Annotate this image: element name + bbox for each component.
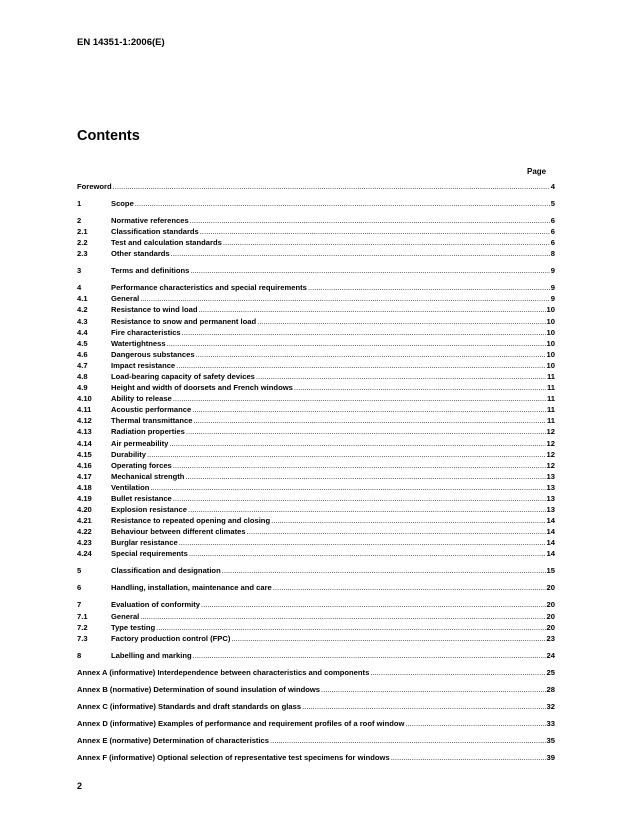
toc-entry[interactable] [77, 237, 555, 248]
toc-entry-title: Explosion resistance [111, 505, 187, 515]
toc-entry-title: Factory production control (FPC) [111, 633, 231, 643]
toc-entry[interactable] [77, 752, 555, 763]
toc-entry-page: 9 [550, 266, 555, 276]
dot-leader [176, 360, 545, 371]
toc-entry-page: 12 [546, 427, 555, 437]
toc-entry-title: Resistance to snow and permanent load [111, 316, 257, 326]
dot-leader [257, 316, 545, 327]
toc-entry-number: 4 [77, 283, 82, 293]
toc-entry-title: Annex F (informative) Optional selection of representative test specimens for windows [77, 752, 390, 762]
toc-entry[interactable] [77, 181, 555, 192]
toc-entry[interactable] [77, 611, 555, 622]
toc-entry-number: 4.22 [77, 527, 92, 537]
dot-leader [302, 701, 545, 712]
toc-entry[interactable] [77, 282, 555, 293]
toc-entry-number: 5 [77, 566, 82, 576]
dot-leader [391, 752, 546, 763]
toc-entry[interactable] [77, 382, 555, 393]
toc-entry[interactable] [77, 293, 555, 304]
dot-leader [196, 349, 546, 360]
toc-entry-number: 4.20 [77, 505, 92, 515]
toc-entry-page: 12 [546, 449, 555, 459]
page-title: Contents [77, 128, 140, 144]
dot-leader [156, 622, 545, 633]
dot-leader [173, 493, 546, 504]
toc-entry-number: 4.15 [77, 449, 92, 459]
toc-entry-number: 2 [77, 215, 82, 225]
toc-entry-title: Normative references [111, 215, 189, 225]
toc-entry-title: Acoustic performance [111, 405, 192, 415]
toc-entry-page: 11 [546, 371, 555, 381]
toc-entry-title: Mechanical strength [111, 471, 185, 481]
toc-entry-title: Dangerous substances [111, 349, 195, 359]
toc-entry[interactable] [77, 449, 555, 460]
toc-entry[interactable] [77, 438, 555, 449]
toc-entry-page: 13 [546, 494, 555, 503]
toc-entry-number: 4.5 [77, 338, 88, 348]
dot-leader [231, 633, 545, 644]
toc-entry[interactable] [77, 327, 555, 338]
toc-entry-page: 10 [546, 305, 555, 315]
dot-leader [147, 449, 546, 460]
toc-entry[interactable] [77, 493, 555, 504]
dot-leader [150, 482, 545, 493]
dot-leader [256, 371, 546, 382]
toc-entry-title: Radiation properties [111, 427, 185, 437]
dot-leader [185, 471, 545, 482]
dot-leader [171, 248, 550, 259]
toc-entry[interactable] [77, 226, 555, 237]
dot-leader [173, 460, 546, 471]
toc-entry-title: Bullet resistance [111, 494, 172, 503]
toc-entry-number: 4.21 [77, 516, 92, 526]
toc-entry-number: 4.16 [77, 460, 92, 470]
toc-entry-title: Air permeability [111, 438, 169, 448]
toc-entry-page: 14 [546, 538, 555, 548]
dot-leader [167, 338, 546, 349]
toc-entry-title: Evaluation of conformity [111, 600, 201, 610]
toc-entry[interactable] [77, 404, 555, 415]
toc-entry-page: 6 [550, 227, 555, 237]
toc-entry[interactable] [77, 582, 555, 593]
page-column-label: Page [527, 167, 547, 176]
toc-entry-number: 4.3 [77, 316, 88, 326]
toc-entry[interactable] [77, 650, 555, 661]
toc-entry-page: 10 [546, 316, 555, 326]
toc-entry[interactable] [77, 667, 555, 678]
toc-entry[interactable] [77, 633, 555, 644]
toc-entry-number: 7.2 [77, 622, 88, 632]
dot-leader [270, 735, 546, 746]
toc-entry-page: 23 [546, 633, 555, 643]
toc-entry-number: 4.1 [77, 294, 88, 304]
toc-entry[interactable] [77, 504, 555, 515]
toc-entry-page: 24 [546, 650, 555, 660]
toc-entry-page: 28 [546, 684, 555, 694]
dot-leader [271, 515, 545, 526]
toc-entry-title: Resistance to repeated opening and closing [111, 516, 271, 526]
toc-entry-number: 4.19 [77, 494, 92, 503]
toc-entry-title: Height and width of doorsets and French windows [111, 383, 293, 393]
toc-entry[interactable] [77, 215, 555, 226]
toc-entry-page: 25 [546, 667, 555, 677]
toc-entry-page: 6 [550, 215, 555, 225]
toc-entry[interactable] [77, 426, 555, 437]
toc-entry-title: General [111, 294, 140, 304]
toc-entry-number: 7.1 [77, 611, 88, 621]
toc-entry-number: 4.10 [77, 394, 92, 404]
toc-entry-title: Performance characteristics and special requirements [111, 283, 307, 293]
toc-entry[interactable] [77, 338, 555, 349]
dot-leader [190, 265, 549, 276]
toc-entry-number: 4.17 [77, 471, 92, 481]
toc-entry-number: 2.1 [77, 227, 88, 237]
toc-entry[interactable] [77, 304, 555, 315]
toc-entry-number: 4.11 [77, 405, 92, 415]
toc-entry-page: 20 [546, 600, 555, 610]
toc-entry-title: Labelling and marking [111, 650, 192, 660]
toc-entry-title: Ability to release [111, 394, 172, 404]
toc-entry-number: 4.23 [77, 538, 92, 548]
dot-leader [222, 565, 546, 576]
dot-leader [113, 181, 550, 192]
toc-entry[interactable] [77, 198, 555, 209]
toc-entry-title: Annex D (informative) Examples of performance and requirement profiles of a roof window [77, 718, 405, 728]
toc-entry-title: Terms and definitions [111, 266, 190, 276]
toc-entry[interactable] [77, 265, 555, 276]
toc-entry-page: 10 [546, 327, 555, 337]
dot-leader [182, 327, 546, 338]
toc-entry-number: 4.14 [77, 438, 92, 448]
dot-leader [169, 438, 545, 449]
toc-entry[interactable] [77, 565, 555, 576]
toc-entry[interactable] [77, 684, 555, 695]
toc-entry[interactable] [77, 622, 555, 633]
toc-entry-page: 11 [546, 394, 555, 404]
dot-leader [193, 650, 546, 661]
toc-entry-page: 12 [546, 438, 555, 448]
toc-entry-page: 13 [546, 471, 555, 481]
toc-entry-number: 4.7 [77, 360, 88, 370]
toc-entry-page: 32 [546, 701, 555, 711]
toc-entry-page: 5 [550, 198, 555, 208]
toc-entry-title: Classification and designation [111, 566, 221, 576]
toc-entry-number: 7.3 [77, 633, 88, 643]
toc-entry[interactable] [77, 482, 555, 493]
toc-entry-page: 6 [550, 238, 555, 248]
toc-entry[interactable] [77, 316, 555, 327]
toc-entry-title: Scope [111, 198, 134, 208]
toc-entry-page: 15 [546, 566, 555, 576]
toc-entry-page: 14 [546, 527, 555, 537]
dot-leader [405, 718, 545, 729]
toc-entry-page: 12 [546, 460, 555, 470]
toc-entry[interactable] [77, 371, 555, 382]
toc-entry-page: 4 [550, 182, 555, 191]
toc-entry-page: 14 [546, 516, 555, 526]
toc-entry-number: 4.13 [77, 427, 92, 437]
dot-leader [370, 667, 545, 678]
toc-entry-title: Fire characteristics [111, 327, 181, 337]
toc-entry-title: Handling, installation, maintenance and care [111, 583, 272, 593]
toc-entry-page: 8 [550, 249, 555, 259]
dot-leader [186, 426, 546, 437]
toc-entry-title: Operating forces [111, 460, 172, 470]
toc-entry[interactable] [77, 718, 555, 729]
toc-entry-page: 9 [550, 283, 555, 293]
toc-entry-title: Behaviour between different climates [111, 527, 246, 537]
dot-leader [192, 404, 546, 415]
toc-entry[interactable] [77, 248, 555, 259]
toc-entry-title: Foreword [77, 182, 112, 191]
toc-entry-title: Durability [111, 449, 147, 459]
toc-entry-page: 13 [546, 482, 555, 492]
table-of-contents [77, 181, 555, 763]
toc-entry[interactable] [77, 537, 555, 548]
document-id: EN 14351-1:2006(E) [77, 37, 165, 48]
toc-entry-page: 10 [546, 338, 555, 348]
toc-entry-page: 9 [550, 294, 555, 304]
toc-entry-title: Annex E (normative) Determination of characteristics [77, 735, 270, 745]
dot-leader [189, 548, 546, 559]
toc-entry-page: 10 [546, 349, 555, 359]
dot-leader [140, 611, 545, 622]
dot-leader [193, 415, 546, 426]
dot-leader [200, 226, 550, 237]
dot-leader [173, 393, 546, 404]
toc-entry-title: Ventilation [111, 482, 150, 492]
toc-entry-page: 11 [546, 416, 555, 426]
toc-entry-number: 4.6 [77, 349, 88, 359]
toc-entry[interactable] [77, 701, 555, 712]
toc-entry-title: Burglar resistance [111, 538, 178, 548]
toc-entry-number: 8 [77, 650, 82, 660]
toc-entry-number: 4.18 [77, 482, 92, 492]
toc-entry-number: 4.4 [77, 327, 88, 337]
toc-entry-title: Resistance to wind load [111, 305, 198, 315]
toc-entry-page: 14 [546, 549, 555, 559]
toc-entry-number: 1 [77, 198, 82, 208]
toc-entry[interactable] [77, 349, 555, 360]
dot-leader [140, 293, 549, 304]
toc-entry-title: Watertightness [111, 338, 166, 348]
toc-entry-page: 33 [546, 718, 555, 728]
dot-leader [223, 237, 550, 248]
dot-leader [247, 526, 546, 537]
dot-leader [308, 282, 550, 293]
toc-entry[interactable] [77, 599, 555, 610]
toc-entry-page: 20 [546, 583, 555, 593]
dot-leader [188, 504, 546, 515]
toc-entry-title: Thermal transmittance [111, 416, 193, 426]
toc-entry-page: 11 [546, 383, 555, 393]
toc-entry-title: Classification standards [111, 227, 199, 237]
toc-entry-title: Annex C (informative) Standards and draft standards on glass [77, 701, 302, 711]
toc-entry[interactable] [77, 515, 555, 526]
toc-entry-title: Load-bearing capacity of safety devices [111, 371, 255, 381]
toc-entry-title: Special requirements [111, 549, 188, 559]
dot-leader [190, 215, 550, 226]
toc-entry-page: 39 [546, 752, 555, 762]
toc-entry-number: 6 [77, 583, 82, 593]
dot-leader [135, 198, 550, 209]
dot-leader [273, 582, 546, 593]
footer-page-number: 2 [77, 781, 83, 791]
toc-entry-number: 7 [77, 600, 82, 610]
toc-entry-number: 4.2 [77, 305, 88, 315]
toc-entry-title: General [111, 611, 140, 621]
toc-entry-title: Annex B (normative) Determination of sound insulation of windows [77, 684, 321, 694]
toc-entry-page: 13 [546, 505, 555, 515]
toc-entry-title: Test and calculation standards [111, 238, 222, 248]
toc-entry-number: 4.8 [77, 371, 88, 381]
toc-entry-title: Annex A (informative) Interdependence between characteristics and components [77, 667, 370, 677]
toc-entry-number: 4.24 [77, 549, 92, 559]
dot-leader [321, 684, 546, 695]
toc-entry[interactable] [77, 471, 555, 482]
toc-entry-page: 11 [546, 405, 555, 415]
toc-entry-number: 2.3 [77, 249, 88, 259]
dot-leader [294, 382, 546, 393]
toc-entry[interactable] [77, 460, 555, 471]
toc-entry[interactable] [77, 415, 555, 426]
toc-entry[interactable] [77, 393, 555, 404]
toc-entry[interactable] [77, 360, 555, 371]
toc-entry-title: Other standards [111, 249, 170, 259]
dot-leader [199, 304, 546, 315]
dot-leader [179, 537, 546, 548]
toc-entry-number: 4.9 [77, 383, 88, 393]
toc-entry[interactable] [77, 526, 555, 537]
toc-entry-page: 35 [546, 735, 555, 745]
dot-leader [201, 599, 546, 610]
toc-entry-page: 20 [546, 611, 555, 621]
toc-entry-title: Impact resistance [111, 360, 176, 370]
toc-entry[interactable] [77, 548, 555, 559]
toc-entry-number: 3 [77, 266, 82, 276]
toc-entry[interactable] [77, 735, 555, 746]
toc-entry-number: 2.2 [77, 238, 88, 248]
toc-entry-page: 10 [546, 360, 555, 370]
toc-entry-title: Type testing [111, 622, 156, 632]
toc-entry-number: 4.12 [77, 416, 92, 426]
toc-entry-page: 20 [546, 622, 555, 632]
